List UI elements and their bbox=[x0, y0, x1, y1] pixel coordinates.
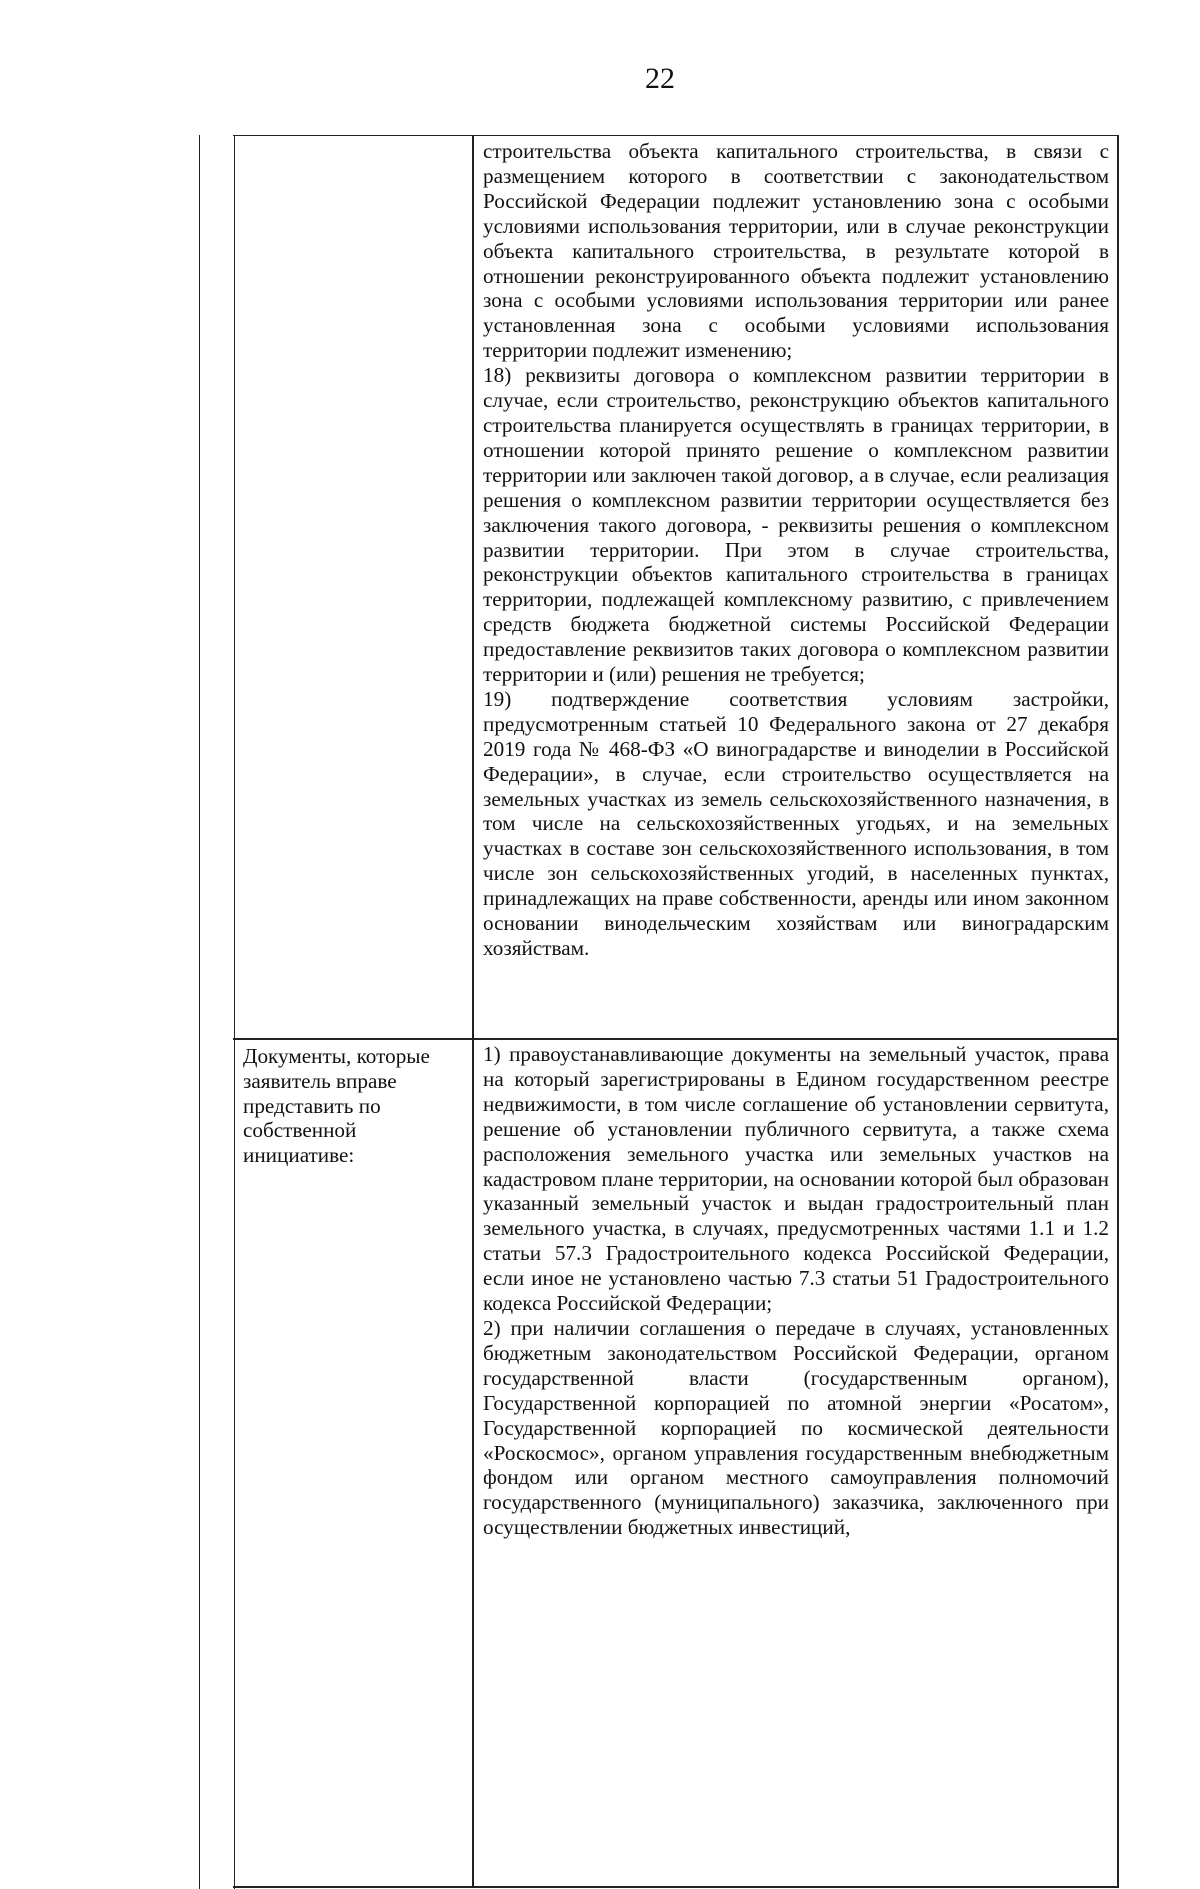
row2-label-text: Документы, которые заявитель вправе представить по собственной инициативе: bbox=[243, 1044, 430, 1168]
table-left-column bbox=[199, 135, 235, 1889]
row1-text-cell bbox=[474, 135, 1119, 1038]
row2-paragraph-2: 2) при наличии соглашения о передаче в случаях, установленных бюджетным законодательством Российской Федерации, органом государственной власти (государственным органом), Государственной корпорацией по атомной энергии «Росатом», Государственной корпорацией по космической деятельности «Роскосмос», органом управления государственным внебюджетным фондом или органом местного самоуправления полномочий государственного (муниципального) заказчика, заключенного при осуществлении бюджетных инвестиций, bbox=[483, 1315, 1109, 1540]
page-number: 22 bbox=[645, 62, 675, 95]
row1-paragraph-19: 19) подтверждение соответствия условиям застройки, предусмотренным статьей 10 Федерального закона от 27 декабря 2019 года № 468-ФЗ «О виноградарстве и виноделии в Российской Федерации», в случае, если строительство осуществляется на земельных участках из земель сельскохозяйственного назначения, в том числе на сельскохозяйственных угодьях, и на земельных участках в составе зон сельскохозяйственного использования, в том числе зон сельскохозяйственных угодий, в населенных пунктах, принадлежащих на праве собственности, аренды или ином законном основании винодельческим хозяйствам или виноградарским хозяйствам. bbox=[483, 686, 1109, 960]
row1-paragraph-18: 18) реквизиты договора о комплексном развитии территории в случае, если строительство, реконструкцию объектов капитального строительства планируется осуществлять в границах территории, в отношении которой принято решение о комплексном развитии территории или заключен такой договор, а в случае, если реализация решения о комплексном развитии территории осуществляется без заключения такого договора, - реквизиты решения о комплексном развитии территории. При этом в случае строительства, реконструкции объектов капитального строительства в границах территории, подлежащей комплексному развитию, с привлечением средств бюджета бюджетной системы Российской Федерации предоставление реквизитов таких договора о комплексном развитии территории и (или) решения не требуется; bbox=[483, 363, 1109, 687]
row1-label-cell bbox=[233, 135, 474, 1038]
row2-paragraph-1: 1) правоустанавливающие документы на земельный участок, права на который зарегистрированы в Едином государственном реестре недвижимости, в том числе соглашение об установлении сервитута, решение об установлении публичного сервитута, а также схема расположения земельного участка или земельных участков на кадастровом плане территории, на основании которой был образован указанный земельный участок и выдан градостроительный план земельного участка, в случаях, предусмотренных частями 1.1 и 1.2 статьи 57.3 Градостроительного кодекса Российской Федерации, если иное не установлено частью 7.3 статьи 51 Градостроительного кодекса Российской Федерации; bbox=[483, 1042, 1109, 1316]
requirements-table bbox=[199, 135, 1119, 1889]
row1-paragraph-1: строительства объекта капитального строительства, в связи с размещением которого в соответствии с законодательством Российской Федерации подлежит установлению зона с особыми условиями использования территории, или в случае реконструкции объекта капитального строительства, в результате которой в отношении реконструированного объекта подлежит установлению зона с особыми условиями использования территории или ранее установленная зона с особыми условиями использования территории подлежит изменению; bbox=[483, 139, 1109, 363]
row2-label-cell bbox=[233, 1038, 474, 1888]
row2-text-cell bbox=[474, 1038, 1119, 1888]
